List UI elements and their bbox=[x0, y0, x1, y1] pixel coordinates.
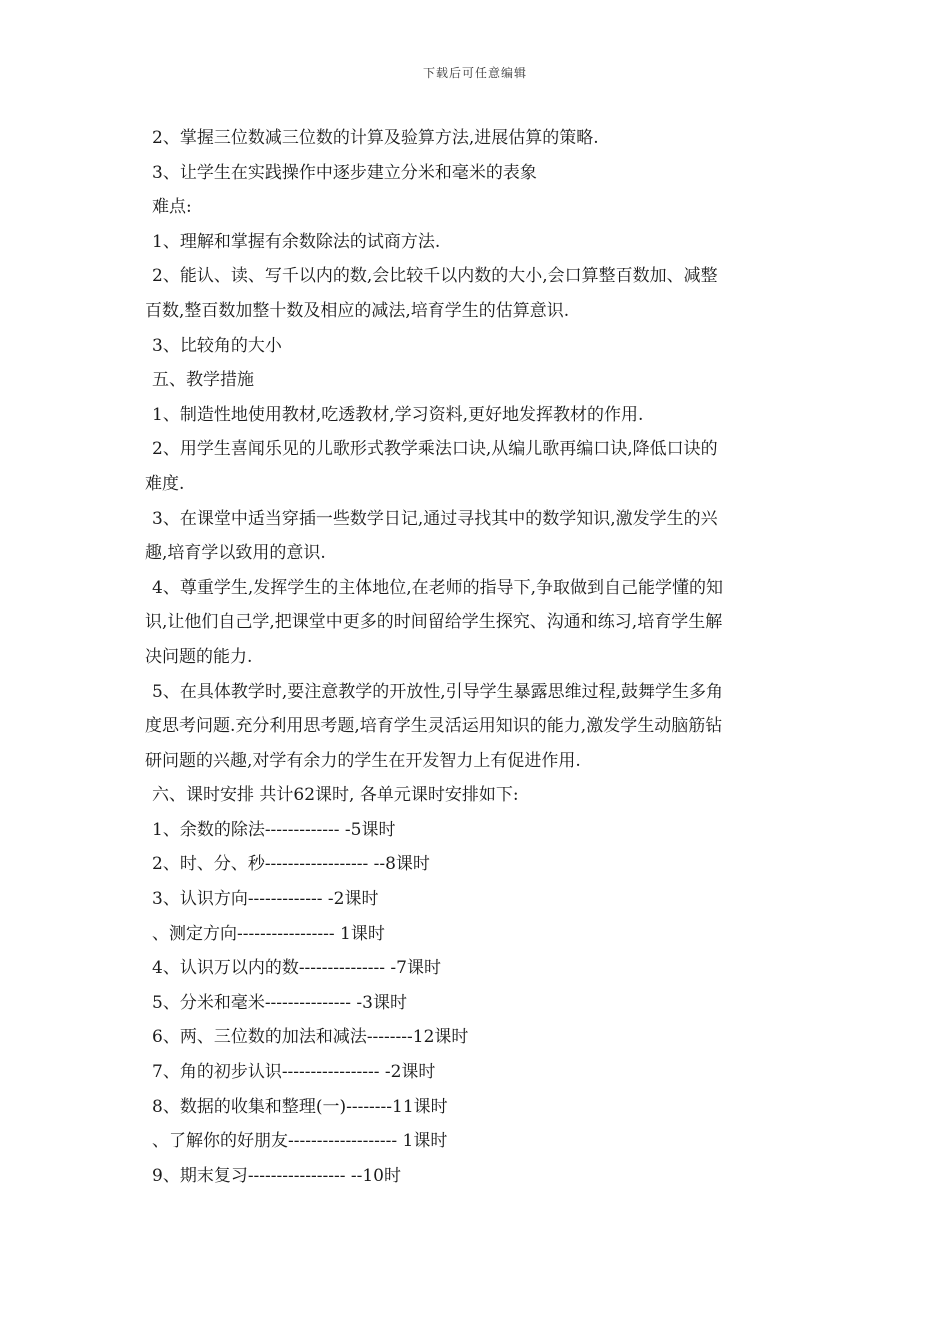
text-line: 决问题的能力. bbox=[145, 646, 253, 667]
text-line: 研问题的兴趣,对学有余力的学生在开发智力上有促进作用. bbox=[145, 750, 581, 771]
text-line: 1、余数的除法------------- -5课时 bbox=[152, 819, 396, 840]
text-line: 5、在具体教学时,要注意教学的开放性,引导学生暴露思维过程,鼓舞学生多角 bbox=[152, 681, 724, 702]
page-header: 下载后可任意编辑 bbox=[422, 66, 527, 80]
text-line: 识,让他们自己学,把课堂中更多的时间留给学生探究、沟通和练习,培育学生解 bbox=[145, 612, 723, 633]
text-line: 六、课时安排 共计62课时, 各单元课时安排如下: bbox=[152, 785, 519, 806]
text-line: 3、认识方向------------- -2课时 bbox=[152, 889, 379, 910]
text-line: 1、制造性地使用教材,吃透教材,学习资料,更好地发挥教材的作用. bbox=[152, 404, 644, 425]
text-line: 4、认识万以内的数--------------- -7课时 bbox=[152, 958, 441, 979]
text-line: 2、能认、读、写千以内的数,会比较千以内数的大小,会口算整百数加、减整 bbox=[152, 266, 718, 287]
text-line: 5、分米和毫米--------------- -3课时 bbox=[152, 992, 407, 1013]
document-body bbox=[145, 121, 810, 1193]
text-line: 9、期末复习----------------- --10时 bbox=[152, 1165, 401, 1186]
text-line: 度思考问题.充分利用思考题,培育学生灵活运用知识的能力,激发学生动脑筋钻 bbox=[145, 716, 723, 737]
text-line: 百数,整百数加整十数及相应的减法,培育学生的估算意识. bbox=[145, 300, 570, 321]
text-line: 8、数据的收集和整理(一)--------11课时 bbox=[152, 1096, 448, 1117]
text-line: 难度. bbox=[145, 473, 185, 494]
text-line: 、测定方向----------------- 1课时 bbox=[152, 923, 385, 944]
text-line: 1、理解和掌握有余数除法的试商方法. bbox=[152, 231, 441, 252]
text-line: 2、掌握三位数减三位数的计算及验算方法,进展估算的策略. bbox=[152, 128, 599, 148]
text-line: 五、教学措施 bbox=[152, 370, 254, 391]
text-line: 难点: bbox=[152, 197, 192, 218]
text-line: 2、用学生喜闻乐见的儿歌形式教学乘法口诀,从编儿歌再编口诀,降低口诀的 bbox=[152, 439, 718, 460]
text-line: 3、比较角的大小 bbox=[152, 335, 282, 356]
text-line: 2、时、分、秒------------------ --8课时 bbox=[152, 854, 430, 875]
text-line: 3、让学生在实践操作中逐步建立分米和毫米的表象 bbox=[152, 162, 537, 183]
text-line: 3、在课堂中适当穿插一些数学日记,通过寻找其中的数学知识,激发学生的兴 bbox=[152, 508, 718, 529]
text-line: 、了解你的好朋友------------------- 1课时 bbox=[152, 1131, 448, 1152]
text-line: 6、两、三位数的加法和减法--------12课时 bbox=[152, 1027, 469, 1048]
text-line: 7、角的初步认识----------------- -2课时 bbox=[152, 1062, 436, 1083]
text-line: 趣,培育学以致用的意识. bbox=[145, 543, 326, 564]
text-line: 4、尊重学生,发挥学生的主体地位,在老师的指导下,争取做到自己能学懂的知 bbox=[152, 577, 724, 598]
